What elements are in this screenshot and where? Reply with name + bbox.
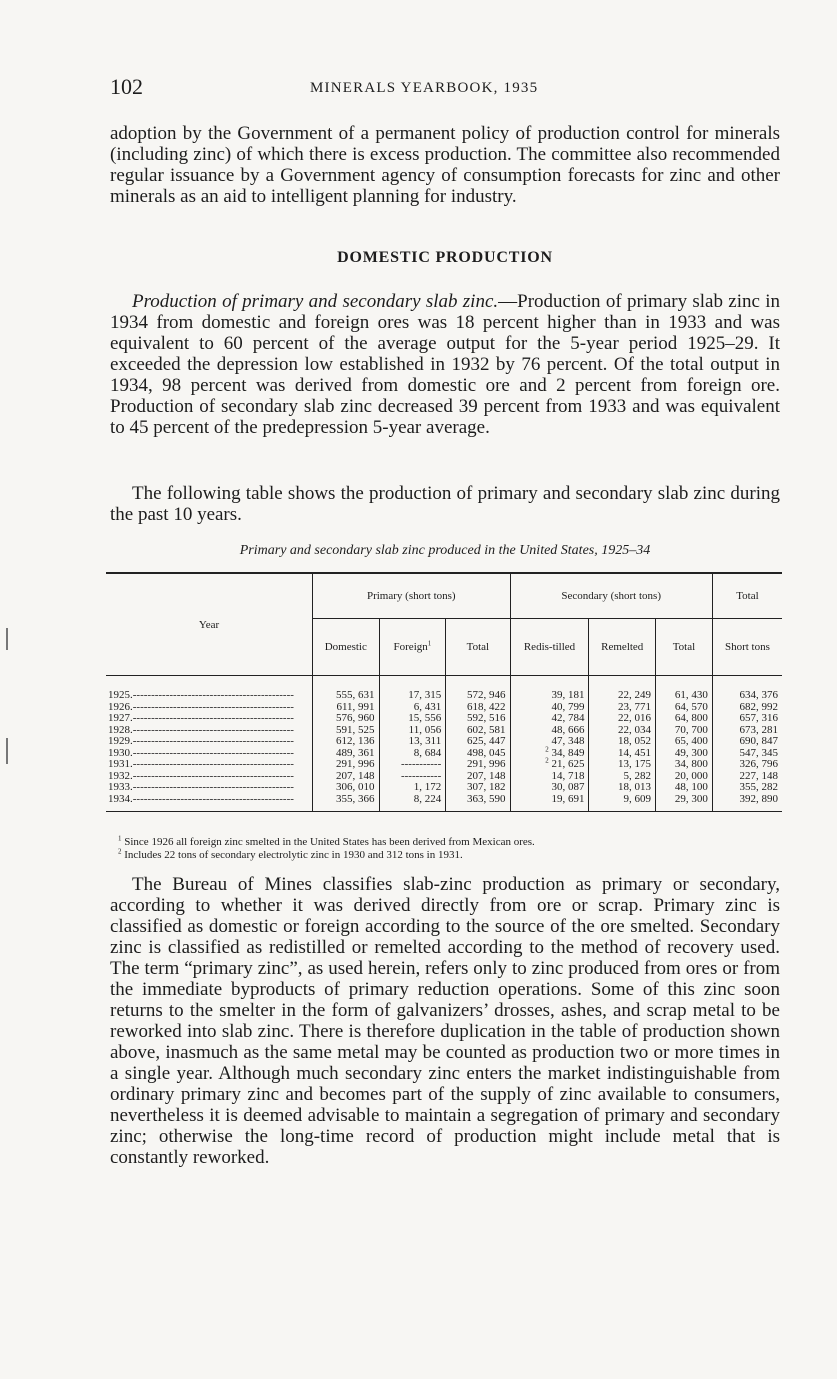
zinc-production-table — [106, 572, 782, 812]
remelted-cell: 22, 034 — [589, 725, 656, 737]
run-in-heading: Production of primary and secondary slab zinc. — [132, 291, 499, 312]
secondary-total-cell: 34, 800 — [656, 759, 713, 771]
grand-total-cell: 326, 796 — [712, 759, 782, 771]
grand-total-cell: 673, 281 — [712, 725, 782, 737]
table-row — [106, 736, 782, 748]
domestic-cell: 355, 366 — [313, 794, 380, 812]
footnote-ref: 2 — [545, 756, 549, 765]
secondary-total-cell: 64, 800 — [656, 713, 713, 725]
foreign-header: Foreign$^1$ — [379, 619, 446, 676]
secondary-total-cell: 20, 000 — [656, 771, 713, 783]
primary-total-cell: 592, 516 — [446, 713, 510, 725]
redistilled-cell: 42, 784 — [510, 713, 589, 725]
footnote: $^2$ Includes 22 tons of secondary electrolytic zinc in 1930 and 312 tons in 1931. — [118, 847, 463, 861]
remelted-cell: 18, 052 — [589, 736, 656, 748]
remelted-cell: 22, 249 — [589, 676, 656, 702]
foreign-cell: 6, 431 — [379, 702, 446, 714]
year-cell: 1929.-------------------------------------------- — [108, 735, 294, 747]
foreign-cell: 15, 556 — [379, 713, 446, 725]
grand-total-cell: 355, 282 — [712, 782, 782, 794]
redistilled-cell: 14, 718 — [510, 771, 589, 783]
primary-total-cell: 618, 422 — [446, 702, 510, 714]
secondary-total-cell: 61, 430 — [656, 676, 713, 702]
secondary-total-cell: 48, 100 — [656, 782, 713, 794]
table-row — [106, 794, 782, 812]
domestic-cell: 611, 991 — [313, 702, 380, 714]
remelted-cell: 18, 013 — [589, 782, 656, 794]
foreign-cell: ----------- — [379, 759, 446, 771]
domestic-cell: 489, 361 — [313, 748, 380, 760]
year-cell: 1934.-------------------------------------------- — [106, 794, 313, 812]
remelted-cell: 23, 771 — [589, 702, 656, 714]
year-cell: 1933.-------------------------------------------- — [108, 781, 294, 793]
primary-total-cell: 207, 148 — [446, 771, 510, 783]
domestic-cell: 591, 525 — [313, 725, 380, 737]
foreign-cell: 17, 315 — [379, 676, 446, 702]
secondary-group-header: Secondary (short tons) — [510, 573, 712, 619]
table-row — [106, 676, 782, 702]
secondary-total-header: Total — [656, 619, 713, 676]
table-body — [106, 676, 782, 812]
short-tons-header: Short tons — [712, 619, 782, 676]
intro-paragraph: adoption by the Government of a permanent policy of production control for minerals (including zinc) of which there is excess production. The committee also recommended regular issuance by a Government agency of consumption forecasts for zinc and other minerals as an aid to intelligent planning for industry. — [110, 123, 780, 207]
grand-total-cell: 634, 376 — [712, 676, 782, 702]
grand-total-cell: 657, 316 — [712, 713, 782, 725]
foreign-cell: ----------- — [379, 771, 446, 783]
domestic-cell: 555, 631 — [313, 676, 380, 702]
secondary-total-cell: 65, 400 — [656, 736, 713, 748]
domestic-cell: 207, 148 — [313, 771, 380, 783]
table-row — [106, 782, 782, 794]
year-cell: 1930.-------------------------------------------- — [108, 746, 294, 759]
year-cell: 1928.-------------------------------------------- — [108, 723, 294, 736]
page-header — [110, 74, 780, 104]
foreign-cell: 1, 172 — [379, 782, 446, 794]
domestic-cell: 291, 996 — [313, 759, 380, 771]
primary-total-header: Total — [446, 619, 510, 676]
secondary-total-cell: 64, 570 — [656, 702, 713, 714]
primary-total-cell: 363, 590 — [446, 794, 510, 812]
year-cell: 1926.-------------------------------------------- — [108, 700, 294, 713]
redistilled-cell: 39, 181 — [510, 676, 589, 702]
remelted-cell: 14, 451 — [589, 748, 656, 760]
primary-group-header: Primary (short tons) — [313, 573, 511, 619]
footnote: $^1$ Since 1926 all foreign zinc smelted in the United States has been derived from Mexican ores. — [118, 834, 535, 848]
table-row — [106, 713, 782, 725]
classification-paragraph: The Bureau of Mines classifies slab-zinc production as primary or secondary, according to whether it was derived directly from ore or scrap. Primary zinc is classified as domestic or foreign according to the source of the ore smelted. Secondary zinc is classified as redistilled or remelted according to the method of recovery used. The term “primary zinc”, as used herein, refers only to zinc produced from ores or from the immediate byproducts of primary reduction operations. Some of this zinc soon returns to the smelter in the form of galvanizers’ drosses, ashes, and scrap metal to be reworked into slab zinc. There is therefore duplication in the table of production shown above, inasmuch as the same metal may be counted as production two or more times in a single year. Although much secondary zinc enters the market indistinguishable from ordinary primary zinc and becomes part of the supply of zinc available to consumers, nevertheless it is deemed advisable to maintain a segregation of primary and secondary zinc; otherwise the long-time record of production might include metal that is constantly reworked. — [110, 874, 780, 1168]
page-number: 102 — [110, 74, 143, 99]
primary-total-cell: 572, 946 — [446, 676, 510, 702]
primary-total-cell: 498, 045 — [446, 748, 510, 760]
year-cell: 1931.-------------------------------------------- — [108, 758, 294, 770]
remelted-cell: 22, 016 — [589, 713, 656, 725]
redistilled-cell: 30, 087 — [510, 782, 589, 794]
table-caption: Primary and secondary slab zinc produced in the United States, 1925–34 — [239, 543, 651, 558]
remelted-cell: 5, 282 — [589, 771, 656, 783]
section-heading: DOMESTIC PRODUCTION — [337, 249, 553, 266]
table-row — [106, 759, 782, 771]
running-title: MINERALS YEARBOOK, 1935 — [310, 80, 539, 96]
domestic-cell: 612, 136 — [313, 736, 380, 748]
year-column-header: Year — [106, 573, 313, 676]
footnote-ref: 2 — [545, 744, 549, 753]
grand-total-cell: 392, 890 — [712, 794, 782, 812]
total-group-header: Total — [712, 573, 782, 619]
margin-mark — [6, 738, 8, 764]
foreign-cell: 8, 224 — [379, 794, 446, 812]
redistilled-cell: 19, 691 — [510, 794, 589, 812]
foreign-cell: 13, 311 — [379, 736, 446, 748]
table-intro-paragraph: The following table shows the production of primary and secondary slab zinc during the past 10 years. — [110, 483, 780, 525]
year-cell: 1925.-------------------------------------------- — [108, 689, 294, 701]
footnote-ref: 1 — [427, 639, 432, 648]
redistilled-cell: $^2$ 34, 849 — [510, 748, 589, 760]
margin-mark — [6, 628, 8, 650]
domestic-header: Domestic — [313, 619, 380, 676]
redistilled-header: Redis-tilled — [510, 619, 589, 676]
grand-total-cell: 227, 148 — [712, 771, 782, 783]
primary-total-cell: 625, 447 — [446, 736, 510, 748]
primary-total-cell: 291, 996 — [446, 759, 510, 771]
redistilled-cell: $^2$ 21, 625 — [510, 759, 589, 771]
foreign-cell: 11, 056 — [379, 725, 446, 737]
redistilled-cell: 47, 348 — [510, 736, 589, 748]
grand-total-cell: 690, 847 — [712, 736, 782, 748]
domestic-cell: 306, 010 — [313, 782, 380, 794]
foreign-cell: 8, 684 — [379, 748, 446, 760]
production-paragraph — [110, 291, 780, 438]
remelted-cell: 13, 175 — [589, 759, 656, 771]
grand-total-cell: 547, 345 — [712, 748, 782, 760]
primary-total-cell: 602, 581 — [446, 725, 510, 737]
table-footnotes — [118, 836, 778, 862]
year-cell: 1932.-------------------------------------------- — [108, 769, 294, 782]
redistilled-cell: 48, 666 — [510, 725, 589, 737]
grand-total-cell: 682, 992 — [712, 702, 782, 714]
year-cell: 1927.-------------------------------------------- — [108, 712, 294, 724]
primary-total-cell: 307, 182 — [446, 782, 510, 794]
production-body: —Production of primary slab zinc in 1934 from domestic and foreign ores was 18 percent higher than in 1933 and was equivalent to 60 percent of the average output for the 5-year period 1925–29. It exceeded the depression low established in 1932 by 76 percent. Of the total output in 1934, 98 percent was derived from domestic ore and 2 percent from foreign ore. Production of secondary slab zinc decreased 39 percent from 1933 and was equivalent to 45 percent of the predepression 5-year average. — [110, 291, 780, 438]
remelted-cell: 9, 609 — [589, 794, 656, 812]
secondary-total-cell: 29, 300 — [656, 794, 713, 812]
redistilled-cell: 40, 799 — [510, 702, 589, 714]
remelted-header: Remelted — [589, 619, 656, 676]
secondary-total-cell: 49, 300 — [656, 748, 713, 760]
secondary-total-cell: 70, 700 — [656, 725, 713, 737]
domestic-cell: 576, 960 — [313, 713, 380, 725]
